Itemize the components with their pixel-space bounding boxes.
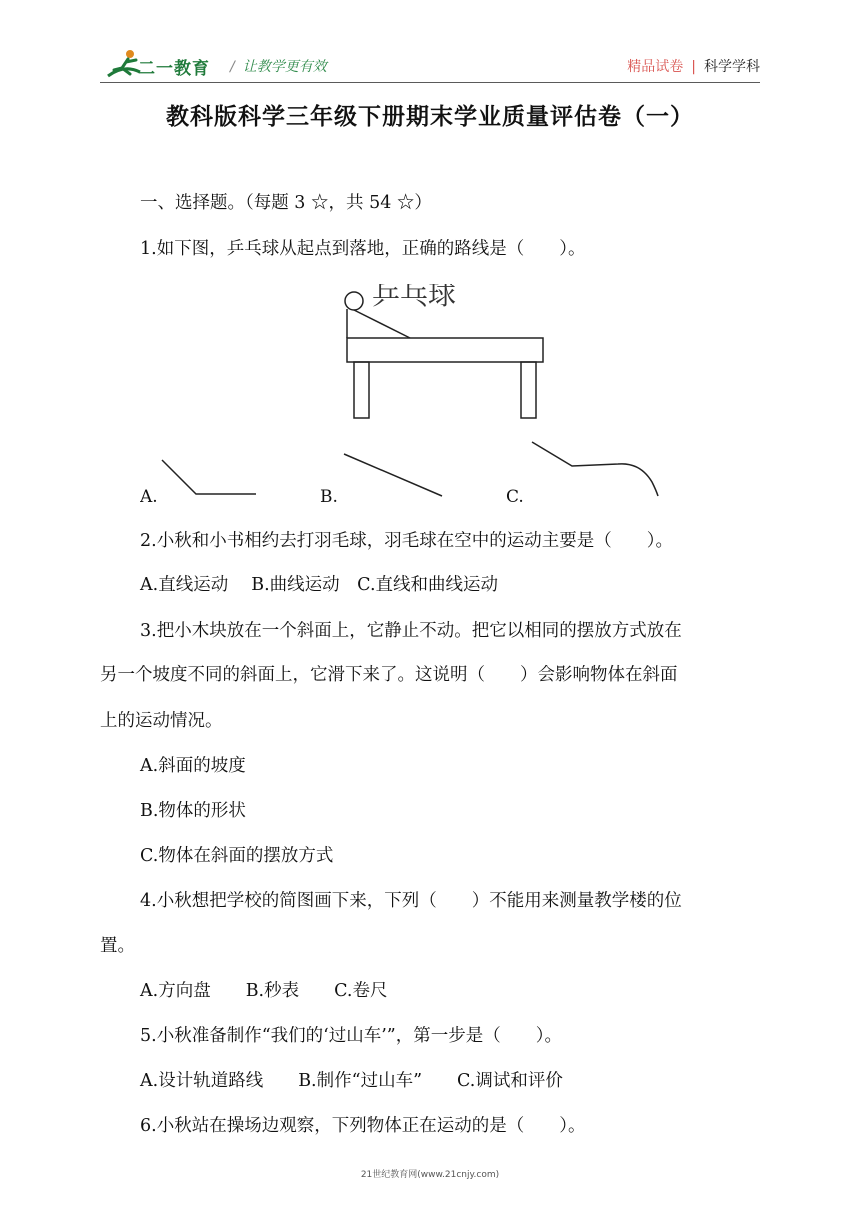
- page-header: [0, 0, 860, 90]
- question-3-line-1: 3.把小木块放在一个斜面上，它静止不动。把它以相同的摆放方式放在: [140, 621, 682, 641]
- question-4-options: A.方向盘 B.秒表 C.卷尺: [140, 981, 388, 1001]
- question-4-line-2: 置。: [100, 936, 135, 956]
- page-title: 教科版科学三年级下册期末学业质量评估卷（一）: [166, 104, 694, 130]
- figure-label: 乒乓球: [372, 284, 457, 311]
- question-3-line-2: 另一个坡度不同的斜面上，它滑下来了。这说明（ ）会影响物体在斜面: [100, 665, 678, 685]
- question-4-line-1: 4.小秋想把学校的简图画下来，下列（ ）不能用来测量教学楼的位: [140, 891, 682, 911]
- path-options: [140, 436, 700, 516]
- question-5-text: 5.小秋准备制作“我们的‘过山车’”，第一步是（ ）。: [140, 1026, 562, 1046]
- tag-premium: 精品试卷: [627, 59, 684, 75]
- option-a-label: A.: [140, 487, 158, 507]
- header-divider: [100, 82, 760, 83]
- question-3-option-a: A.斜面的坡度: [140, 756, 246, 776]
- tag-subject: 科学学科: [704, 59, 760, 75]
- page-footer: 21世纪教育网(www.21cnjy.com): [360, 1170, 500, 1180]
- header-tags: 精品试卷 | 科学学科: [627, 59, 760, 75]
- slogan: / 让教学更有效: [230, 59, 327, 75]
- question-3-line-3: 上的运动情况。: [100, 711, 223, 731]
- question-6-text: 6.小秋站在操场边观察，下列物体正在运动的是（ ）。: [140, 1116, 586, 1136]
- question-2-options: A.直线运动 B.曲线运动 C.直线和曲线运动: [140, 575, 499, 595]
- ping-pong-table-icon: [340, 284, 550, 424]
- question-3-option-b: B.物体的形状: [140, 801, 246, 821]
- question-5-options: A.设计轨道路线 B.制作“过山车” C.调试和评价: [140, 1071, 563, 1091]
- option-b-label: B.: [320, 487, 338, 507]
- slogan-text: 让教学更有效: [242, 59, 327, 75]
- logo-text: 二一教育: [138, 59, 210, 79]
- option-c-label: C.: [506, 487, 524, 507]
- question-3-option-c: C.物体在斜面的摆放方式: [140, 846, 334, 866]
- ping-pong-table-figure: [340, 284, 550, 424]
- question-2-text: 2.小秋和小书相约去打羽毛球，羽毛球在空中的运动主要是（ ）。: [140, 531, 673, 551]
- question-1-text: 1.如下图，乒乓球从起点到落地，正确的路线是（ ）。: [140, 239, 586, 259]
- section-heading: 一、选择题。（每题 3 ☆，共 54 ☆）: [140, 193, 432, 213]
- path-curves-icon: [140, 436, 700, 516]
